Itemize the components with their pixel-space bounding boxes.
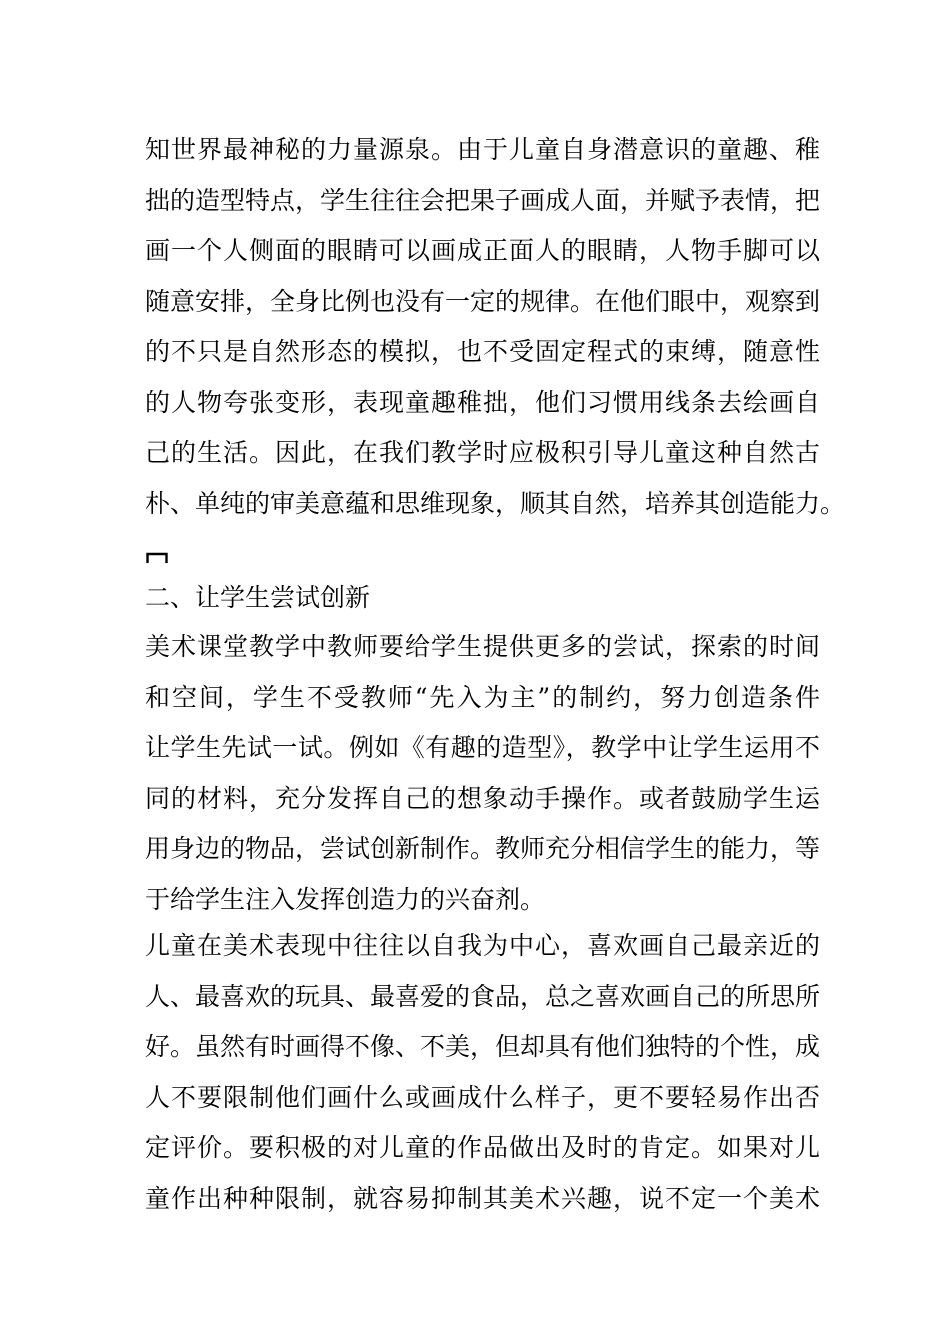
paragraph-3-line: 童作出种种限制，就容易抑制其美术兴趣，说不定一个美术 [145,1183,820,1213]
paragraph-2-line: 让学生先试一试。例如《有趣的造型》，教学中让学生运用不 [145,733,820,762]
paragraph-3-line: 儿童在美术表现中往往以自我为中心，喜欢画自己最亲近的 [145,931,820,960]
paragraph-3-line: 定评价。要积极的对儿童的作品做出及时的肯定。如果对儿 [145,1133,820,1162]
paragraph-1-line: 己的生活。因此，在我们教学时应极积引导儿童这种自然古 [145,438,820,467]
paragraph-1-line: 的人物夸张变形，表现童趣稚拙，他们习惯用线条去绘画自 [145,387,820,417]
paragraph-2-line: 同的材料，充分发挥自己的想象动手操作。或者鼓励学生运 [145,783,820,813]
paragraph-1-line: 拙的造型特点，学生往往会把果子画成人面，并赋予表情，把 [145,185,821,215]
paragraph-3-line: 人、最喜欢的玩具、最喜爱的食品，总之喜欢画自己的所思所 [145,981,821,1011]
paragraph-3 [145,921,820,1224]
paragraph-2-line: 美术课堂教学中教师要给学生提供更多的尝试，探索的时间 [145,632,820,661]
paragraph-2 [145,622,820,925]
paragraph-3-line: 人不要限制他们画什么或画成什么样子，更不要轻易作出否 [145,1082,820,1112]
section-heading: 二、让学生尝试创新 [145,583,371,612]
paragraph-2-line: 用身边的物品，尝试创新制作。教师充分相信学生的能力，等 [145,834,821,863]
paragraph-1-line: 知世界最神秘的力量源泉。由于儿童自身潜意识的童趣、稚 [145,135,820,164]
paragraph-1-line: 随意安排，全身比例也没有一定的规律。在他们眼中，观察到 [145,286,821,316]
paragraph-1 [145,125,846,529]
paragraph-3-line: 好。虽然有时画得不像、不美，但却具有他们独特的个性，成 [145,1032,821,1061]
paragraph-2-line: 于给学生注入发挥创造力的兴奋剂。 [145,884,546,914]
paragraph-2-line: 和空间，学生不受教师“先入为主”的制约，努力创造条件 [145,682,820,712]
section-marker-icon [146,552,168,564]
paragraph-1-line: 画一个人侧面的眼睛可以画成正面人的眼睛，人物手脚可以 [145,236,820,265]
paragraph-1-line: 朴、单纯的审美意蕴和思维现象，顺其自然，培养其创造能力。 [145,488,846,518]
paragraph-1-line: 的不只是自然形态的模拟，也不受固定程式的束缚，随意性 [145,337,820,366]
